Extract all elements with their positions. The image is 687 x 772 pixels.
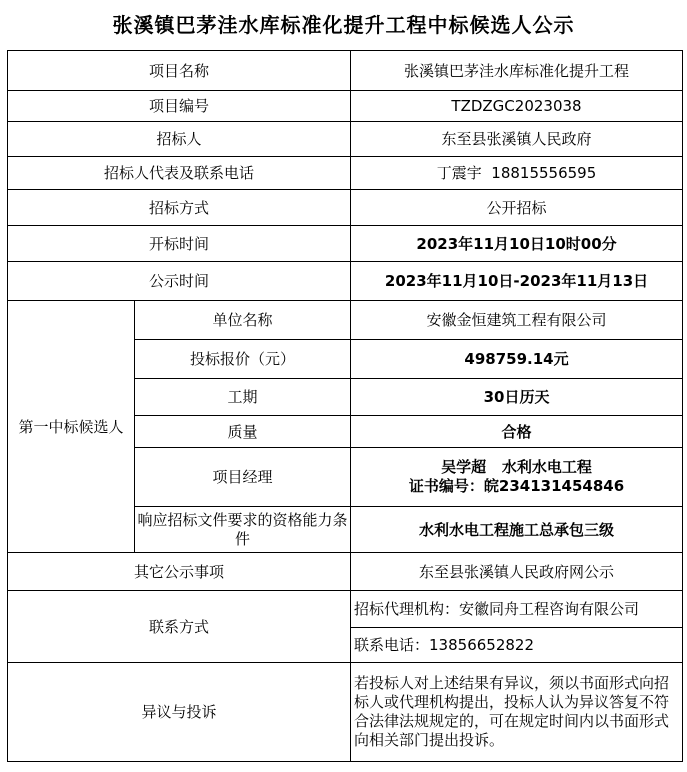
value-tenderer: 东至县张溪镇人民政府 bbox=[351, 122, 683, 157]
label-candidate-group: 第一中标候选人 bbox=[8, 301, 135, 553]
label-tenderer: 招标人 bbox=[8, 122, 351, 157]
value-contact-agency: 招标代理机构：安徽同舟工程咨询有限公司 bbox=[351, 591, 683, 628]
label-other: 其它公示事项 bbox=[8, 553, 351, 591]
value-other: 东至县张溪镇人民政府网公示 bbox=[351, 553, 683, 591]
label-quality: 质量 bbox=[135, 416, 351, 448]
value-project-name: 张溪镇巴茅洼水库标准化提升工程 bbox=[351, 51, 683, 91]
value-manager bbox=[351, 448, 683, 507]
value-quality: 合格 bbox=[351, 416, 683, 448]
row-contact-agency bbox=[8, 591, 683, 628]
manager-cert-line: 证书编号：皖234131454846 bbox=[408, 477, 625, 495]
label-contact: 联系方式 bbox=[8, 591, 351, 663]
label-method: 招标方式 bbox=[8, 190, 351, 226]
label-unit: 单位名称 bbox=[135, 301, 351, 340]
label-period: 工期 bbox=[135, 379, 351, 416]
value-method: 公开招标 bbox=[351, 190, 683, 226]
value-period: 30日历天 bbox=[351, 379, 683, 416]
label-tenderer-contact: 招标人代表及联系电话 bbox=[8, 157, 351, 190]
label-project-no: 项目编号 bbox=[8, 91, 351, 122]
label-objection: 异议与投诉 bbox=[8, 663, 351, 762]
row-project-no bbox=[8, 91, 683, 122]
value-open-time: 2023年11月10日10时00分 bbox=[351, 226, 683, 262]
label-price: 投标报价（元） bbox=[135, 340, 351, 379]
value-project-no: TZDZGC2023038 bbox=[351, 91, 683, 122]
row-open-time bbox=[8, 226, 683, 262]
value-objection: 若投标人对上述结果有异议，须以书面形式向招标人或代理机构提出，投标人认为异议答复不符合法律法规规定的，可在规定时间内以书面形式向相关部门提出投诉。 bbox=[351, 663, 683, 762]
value-contact-phone: 联系电话：13856652822 bbox=[351, 628, 683, 663]
row-tenderer bbox=[8, 122, 683, 157]
row-method bbox=[8, 190, 683, 226]
row-project-name bbox=[8, 51, 683, 91]
row-tenderer-contact bbox=[8, 157, 683, 190]
row-objection bbox=[8, 663, 683, 762]
row-other bbox=[8, 553, 683, 591]
value-notice-time: 2023年11月10日-2023年11月13日 bbox=[351, 262, 683, 301]
label-notice-time: 公示时间 bbox=[8, 262, 351, 301]
value-price: 498759.14元 bbox=[351, 340, 683, 379]
label-open-time: 开标时间 bbox=[8, 226, 351, 262]
value-tenderer-contact: 丁震宇 18815556595 bbox=[351, 157, 683, 190]
page-title: 张溪镇巴茅洼水库标准化提升工程中标候选人公示 bbox=[112, 13, 575, 37]
manager-name-line: 吴学超 水利水电工程 bbox=[441, 458, 592, 476]
row-candidate-unit bbox=[8, 301, 683, 340]
row-notice-time bbox=[8, 262, 683, 301]
label-qualification: 响应招标文件要求的资格能力条件 bbox=[135, 507, 351, 553]
label-project-name: 项目名称 bbox=[8, 51, 351, 91]
bid-candidate-table bbox=[7, 50, 683, 762]
value-unit: 安徽金恒建筑工程有限公司 bbox=[351, 301, 683, 340]
value-qualification: 水利水电工程施工总承包三级 bbox=[351, 507, 683, 553]
label-manager: 项目经理 bbox=[135, 448, 351, 507]
